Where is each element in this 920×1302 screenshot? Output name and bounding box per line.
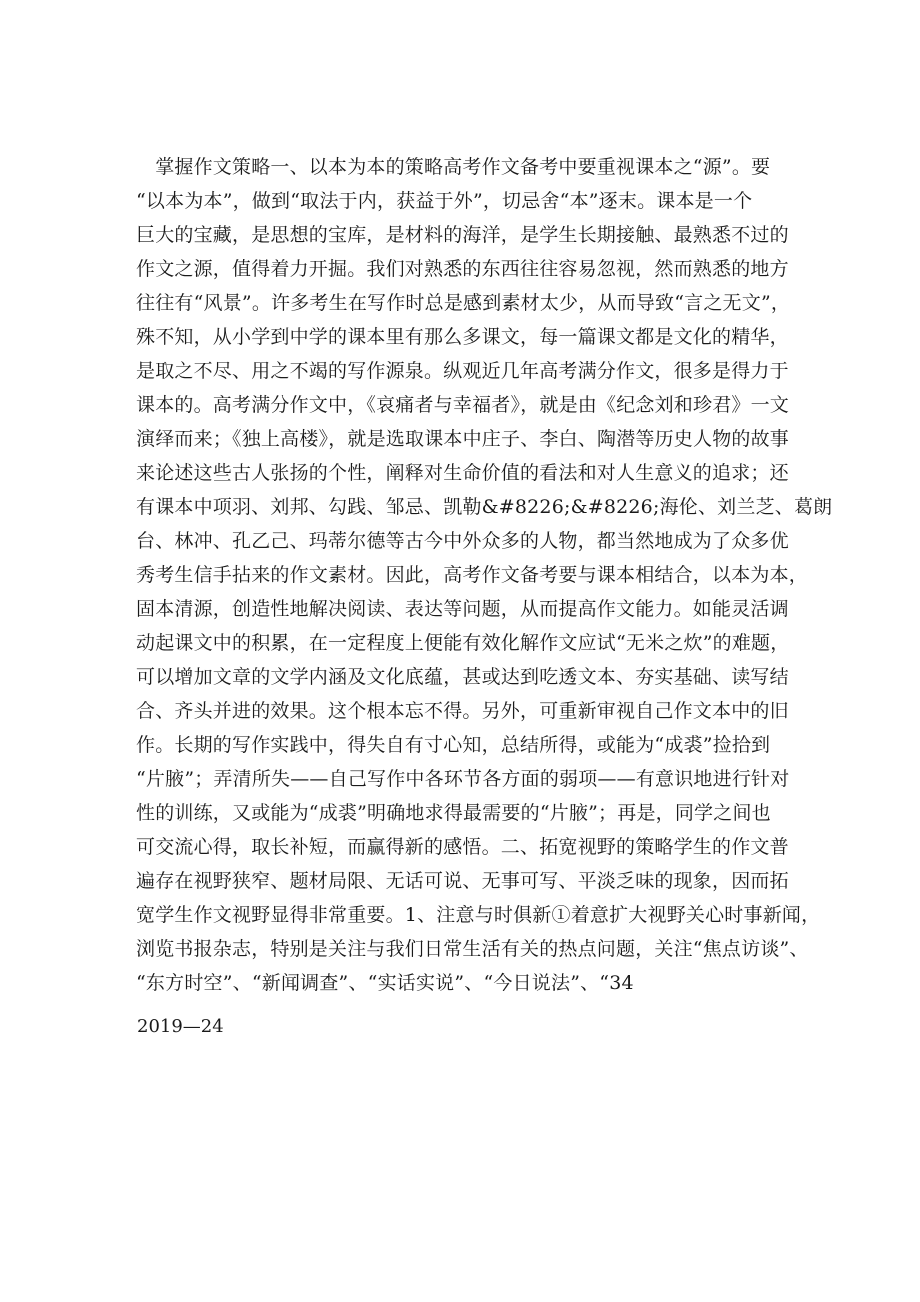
text-line: 可以增加文章的文学内涵及文化底蕴，甚或达到吃透文本、夯实基础、读写结 <box>136 666 789 688</box>
text-line: 有课本中项羽、刘邦、勾践、邹忌、凯勒&#8226;&#8226;海伦、刘兰芝、葛朗 <box>136 496 833 518</box>
text-line: 巨大的宝藏，是思想的宝库，是材料的海洋，是学生长期接触、最熟悉不过的 <box>136 224 789 246</box>
text-line: 殊不知，从小学到中学的课本里有那么多课文，每一篇课文都是文化的精华， <box>136 326 789 348</box>
page-footer: 2019—24 <box>137 1016 224 1037</box>
text-line: 性的训练，又或能为“成裘”明确地求得最需要的“片腋”；再是，同学之间也 <box>136 802 771 824</box>
text-line: 秀考生信手拈来的作文素材。因此，高考作文备考要与课本相结合，以本为本， <box>136 564 809 586</box>
text-line: 是取之不尽、用之不竭的写作源泉。纵观近几年高考满分作文，很多是得力于 <box>136 360 789 382</box>
text-line: 课本的。高考满分作文中，《哀痛者与幸福者》，就是由《纪念刘和珍君》一文 <box>136 394 790 416</box>
text-line: 动起课文中的积累，在一定程度上便能有效化解作文应试“无米之炊”的难题， <box>136 632 790 654</box>
text-line: “东方时空”、“新闻调查”、“实话实说”、“今日说法”、“34 <box>136 972 634 994</box>
text-line: 台、林冲、孔乙己、玛蒂尔德等古今中外众多的人物，都当然地成为了众多优 <box>136 530 789 552</box>
text-line: 演绎而来；《独上高楼》，就是选取课本中庄子、李白、陶潜等历史人物的故事 <box>136 428 790 450</box>
text-line: 合、齐头并进的效果。这个根本忘不得。另外，可重新审视自己作文本中的旧 <box>136 700 789 722</box>
text-line: 可交流心得，取长补短，而赢得新的感悟。二、拓宽视野的策略学生的作文普 <box>136 836 789 858</box>
text-line: 遍存在视野狭窄、题材局限、无话可说、无事可写、平淡乏味的现象，因而拓 <box>136 870 789 892</box>
text-line: 作文之源，值得着力开掘。我们对熟悉的东西往往容易忽视，然而熟悉的地方 <box>136 258 789 280</box>
text-line: 来论述这些古人张扬的个性，阐释对生命价值的看法和对人生意义的追求；还 <box>136 462 789 484</box>
text-line: “片腋”；弄清所失——自己写作中各环节各方面的弱项——有意识地进行针对 <box>136 768 790 790</box>
text-line: 掌握作文策略一、以本为本的策略高考作文备考中要重视课本之“源”。要 <box>136 156 771 178</box>
text-line: 往往有“风景”。许多考生在写作时总是感到素材太少，从而导致“言之无文”， <box>136 292 791 314</box>
text-line: “以本为本”，做到“取法于内，获益于外”，切忌舍“本”逐末。课本是一个 <box>136 190 753 212</box>
body-paragraph <box>136 150 833 1000</box>
text-line: 浏览书报杂志，特别是关注与我们日常生活有关的热点问题，关注“焦点访谈”、 <box>136 938 809 960</box>
text-line: 固本清源，创造性地解决阅读、表达等问题，从而提高作文能力。如能灵活调 <box>136 598 789 620</box>
text-line: 作。长期的写作实践中，得失自有寸心知，总结所得，或能为“成裘”捡拾到 <box>136 734 771 756</box>
text-line: 宽学生作文视野显得非常重要。1、注意与时俱新①着意扩大视野关心时事新闻， <box>136 904 821 926</box>
